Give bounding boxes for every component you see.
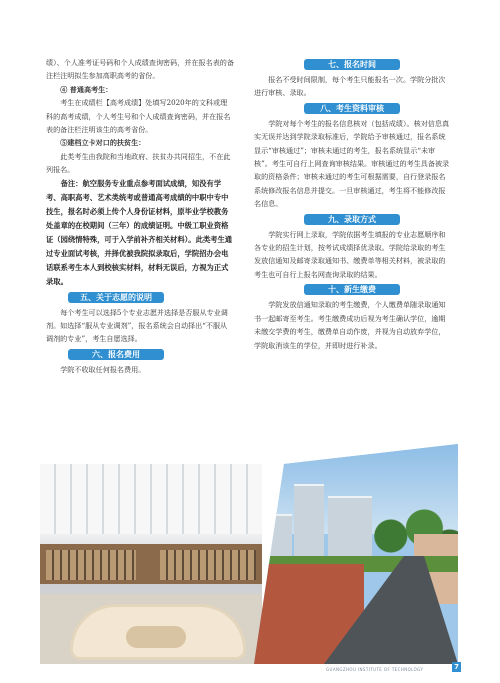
paragraph: 学院对每个考生的报名信息核对（包括成绩）。核对信息真实无误并达到学院录取标准后，学院给予审核通过，报名系统显示“审核通过”；审核未通过的考生，报名系统显示“未审核”。考生可自行上网查询审核结果。审核通过的考生具备被录取的资格条件；审核未通过的考生可根据需要，自行登录报名系统修改报名信息并提交。一旦审核通过，考生将不能修改报名信息。 [254,118,450,209]
page-number: 7 [452,662,461,672]
subheading: ⑤建档立卡对口的扶贫生： [60,138,146,148]
paragraph: 学院发放信通知录取的考生缴费，个人缴费单随录取通知书一起邮寄至考生。考生缴费成功后视为考生确认学位，逾期未缴交学费的考生，缴费单自动作废，并视为自动放弃学位，学院取消该生的学位，并即时进行补录。 [254,300,446,350]
paragraph: 学院不收取任何报名费用。 [60,364,146,374]
left-column [46,56,234,376]
section-heading-6: 六、报名费用 [68,349,164,360]
footer-text: GUANGZHOU INSTITUTE OF TECHNOLOGY [326,667,424,672]
paragraph: 报名不受时间限制，每个考生只能报名一次。学院分批次进行审核、录取。 [254,75,446,98]
paragraph: 此类考生由我院和当地政府、扶贫办共同招生，不在此列报名。 [46,151,231,175]
section-heading-8: 八、考生资料审核 [304,103,400,114]
subheading: ④ 普通高考生： [60,84,113,94]
section-heading-10: 十、新生缴费 [304,284,400,295]
library-photo [40,464,262,664]
section-heading-7: 七、报名时间 [304,59,400,70]
campus-road-photo [254,444,458,664]
campus-photos [40,464,458,664]
right-column [254,56,450,352]
note-paragraph: 备注：航空服务专业重点参考面试成绩，知没有学考、高职高考、艺术类统考或普通高考成绩的中职中专中技生，报名时必须上传个人身份证材料，原毕业学校教务处盖章的在校期间（三年）的成绩证明。中级工职业资格证（园绕情特殊，可于入学前补齐相关材料）。此类考生通过专业面试考核，并择优被我院拟录取后，学院招办会电话联系考生本人到校核实材料，材料无误后，方视为正式录取。 [46,178,233,286]
section-heading-9: 九、录取方式 [304,214,400,225]
paragraph: 考生在成绩栏【高考成绩】处填写2020年的文科或理科的高考成绩，个人考生号和个人成绩查询密码，并在报名表的备注栏注明该生的高考省份。 [46,98,231,135]
section-heading-5: 五、关于志愿的说明 [68,292,164,303]
paragraph: 绩）、个人准考证号码和个人成绩查询密码，并在报名表的备注栏注明拟生参加高职高考的省份。 [46,58,234,81]
paragraph: 每个考生可以选择5个专业志愿并选择是否服从专业调剂。如选择“服从专业调剂”，报名系统会自动择出“不服从调剂的专业”，考生自愿选择。 [46,307,228,344]
paragraph: 学院实行网上录取，学院依据考生填报的专业志愿顺序和各专业的招生计划，按考试成绩择优录取。学院给录取的考生发放信通知及邮寄录取通知书、缴费单等相关材料，被录取的考生也可自行上报名网查询录取的结果。 [254,229,446,279]
